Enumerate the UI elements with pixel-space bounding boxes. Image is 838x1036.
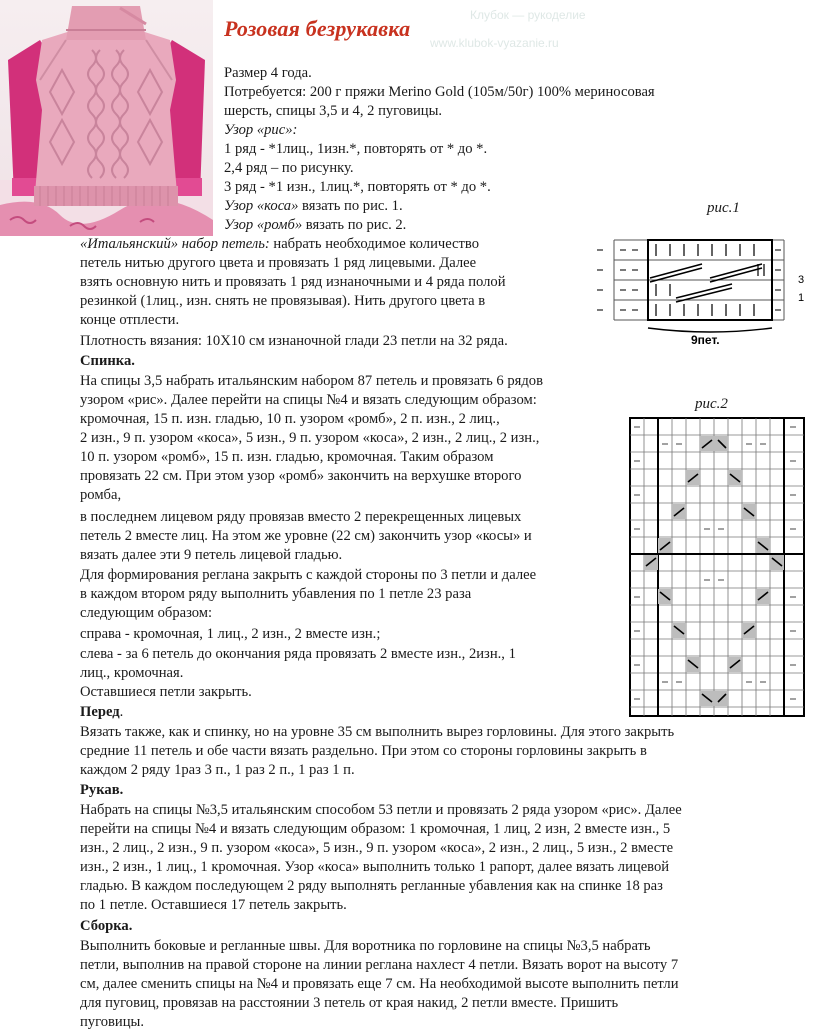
fig1-caption: рис.1 [707,200,740,216]
sleeve-line: гладью. В каждом последующем 2 ряду выполнять регланные убавления как на спинке 18 раз [80,878,663,894]
front-line: средние 11 петель и обе части вязать раздельно. При этом со стороны горловины закрыть в [80,743,647,759]
back-line: следующим образом: [80,605,213,621]
front-heading-dot: . [119,704,124,720]
pattern-ris-row1: 1 ряд - *1лиц., 1изн.*, повторять от * до *. [224,141,488,157]
sleeve-line: изн., 2 лиц., 2 изн., 9 п. узором «коса», 5 изн., 9 п. узором «коса», 2 изн., 2 лиц., 5 изн., 2 вместе [80,840,674,856]
yarn-line-2: шерсть, спицы 3,5 и 4, 2 пуговицы. [224,103,443,119]
back-line: узором «рис». Далее перейти на спицы №4 и вязать следующим образом: [80,392,537,408]
size-line: Размер 4 года. [224,65,312,81]
vest-photo [0,0,213,236]
italian-line-2: петель нитью другого цвета и провязать 1 ряд лицевыми. Далее [80,255,477,271]
page-title: Розовая безрукавка [224,16,411,41]
vest-illustration [0,0,213,236]
sleeve-line: перейти на спицы №4 и вязать следующим образом: 1 кромочная, 1 лиц, 2 изн, 2 вместе изн., 5 [80,821,671,837]
pattern-romb-line [224,216,406,235]
back-line: На спицы 3,5 набрать итальянским набором 87 петель и провязать 6 рядов [80,373,543,389]
pattern-kosa-line [224,197,403,216]
pattern-ris-row3: 3 ряд - *1 изн., 1лиц.*, повторять от * до *. [224,179,491,195]
fig1-row-label-3: 3 [798,274,805,286]
assembly-line: см, далее сменить спицы на №4 и провязать еще 7 см. На необходимой высоте выполнить петли [80,976,679,992]
pattern-ris-heading: Узор «рис»: [224,122,298,138]
sleeve-line: Набрать на спицы №3,5 итальянским способом 53 петли и провязать 2 ряда узором «рис». Далее [80,802,682,818]
back-line: 10 п. узором «ромб», 15 п. изн. гладью, кромочная. Таким образом [80,449,494,465]
back-line: слева - за 6 петель до окончания ряда провязать 2 вместе изн., 2изн., 1 [80,646,516,662]
back-line: 2 изн., 9 п. узором «коса», 5 изн., 9 п. узором «коса», 2 изн., 2 лиц., 2 изн., [80,430,540,446]
gauge-line: Плотность вязания: 10Х10 см изнаночной глади 23 петли на 32 ряда. [80,333,508,349]
sleeve-line: изн., 2 изн., 1 лиц., 1 кромочная. Узор «коса» выполнить только 1 рапорт, далее вязать лицевой [80,859,670,875]
watermark-line-1: Клубок — рукоделие [470,8,586,22]
italian-line-1 [80,235,479,254]
fig2-caption: рис.2 [695,396,728,412]
back-line: вязать далее эти 9 петель лицевой гладью. [80,547,343,563]
assembly-line: Выполнить боковые и регланные швы. Для воротника по горловине на спицы №3,5 набрать [80,938,651,954]
pattern-romb-name: Узор «ромб» [224,217,303,233]
italian-line-4: резинкой (1лиц., изн. снять не провязывая). Нить другого цвета в [80,293,486,309]
front-heading-line [80,703,123,722]
watermark-line-2: www.klubok-vyazanie.ru [430,36,559,50]
italian-name: «Итальянский» набор петель: [80,236,270,252]
assembly-line: для пуговиц, провязав на расстоянии 3 петель от края накид, 2 петли вместе. Пришить [80,995,619,1011]
back-line: Оставшиеся петли закрыть. [80,684,252,700]
italian-line-5: конце отплести. [80,312,180,328]
fig1-row-label-1: 1 [798,292,805,304]
fig1-cable-chart [592,226,832,350]
assembly-line: петли, выполнив на правой стороне на линии реглана нахлест 4 петли. Вязать ворот на высоту 7 [80,957,679,973]
back-line: в последнем лицевом ряду провязав вместо 2 перекрещенных лицевых [80,509,522,525]
assembly-heading: Сборка. [80,918,133,934]
front-line: каждом 2 ряду 1раз 3 п., 1 раз 2 п., 1 раз 1 п. [80,762,355,778]
front-heading: Перед [80,704,120,720]
back-line: справа - кромочная, 1 лиц., 2 изн., 2 вместе изн.; [80,626,381,642]
back-line: ромба, [80,487,122,503]
front-line: Вязать также, как и спинку, но на уровне 35 см выполнить вырез горловины. Для этого закрыть [80,724,675,740]
back-line: провязать 22 см. При этом узор «ромб» закончить на верхушке второго [80,468,522,484]
back-line: петель 2 вместе лиц. На этом же уровне (22 см) закончить узор «косы» и [80,528,532,544]
fig2-diamond-chart [628,416,806,718]
assembly-line: пуговицы. [80,1014,144,1030]
back-line: кромочная, 15 п. изн. гладью, 10 п. узором «ромб», 2 п. изн., 2 лиц., [80,411,500,427]
pattern-romb-rest: вязать по рис. 2. [302,217,407,233]
back-line: в каждом втором ряду выполнить убавления по 1 петле 23 раза [80,586,472,602]
italian-text-1: набрать необходимое количество [269,236,479,252]
yarn-line-1: Потребуется: 200 г пряжи Merino Gold (105м/50г) 100% мериносовая [224,84,655,100]
back-line: Для формирования реглана закрыть с каждой стороны по 3 петли и далее [80,567,537,583]
fig1-stitch-label: 9пет. [691,333,720,347]
pattern-kosa-name: Узор «коса» [224,198,299,214]
sleeve-line: по 1 петле. Оставшиеся 17 петель закрыть. [80,897,347,913]
pattern-ris-row2: 2,4 ряд – по рисунку. [224,160,354,176]
back-heading: Спинка. [80,353,135,369]
sleeve-heading: Рукав. [80,782,124,798]
pattern-kosa-rest: вязать по рис. 1. [298,198,403,214]
italian-line-3: взять основную нить и провязать 1 ряд изнаночными и 4 ряда полой [80,274,506,290]
back-line: лиц., кромочная. [80,665,184,681]
